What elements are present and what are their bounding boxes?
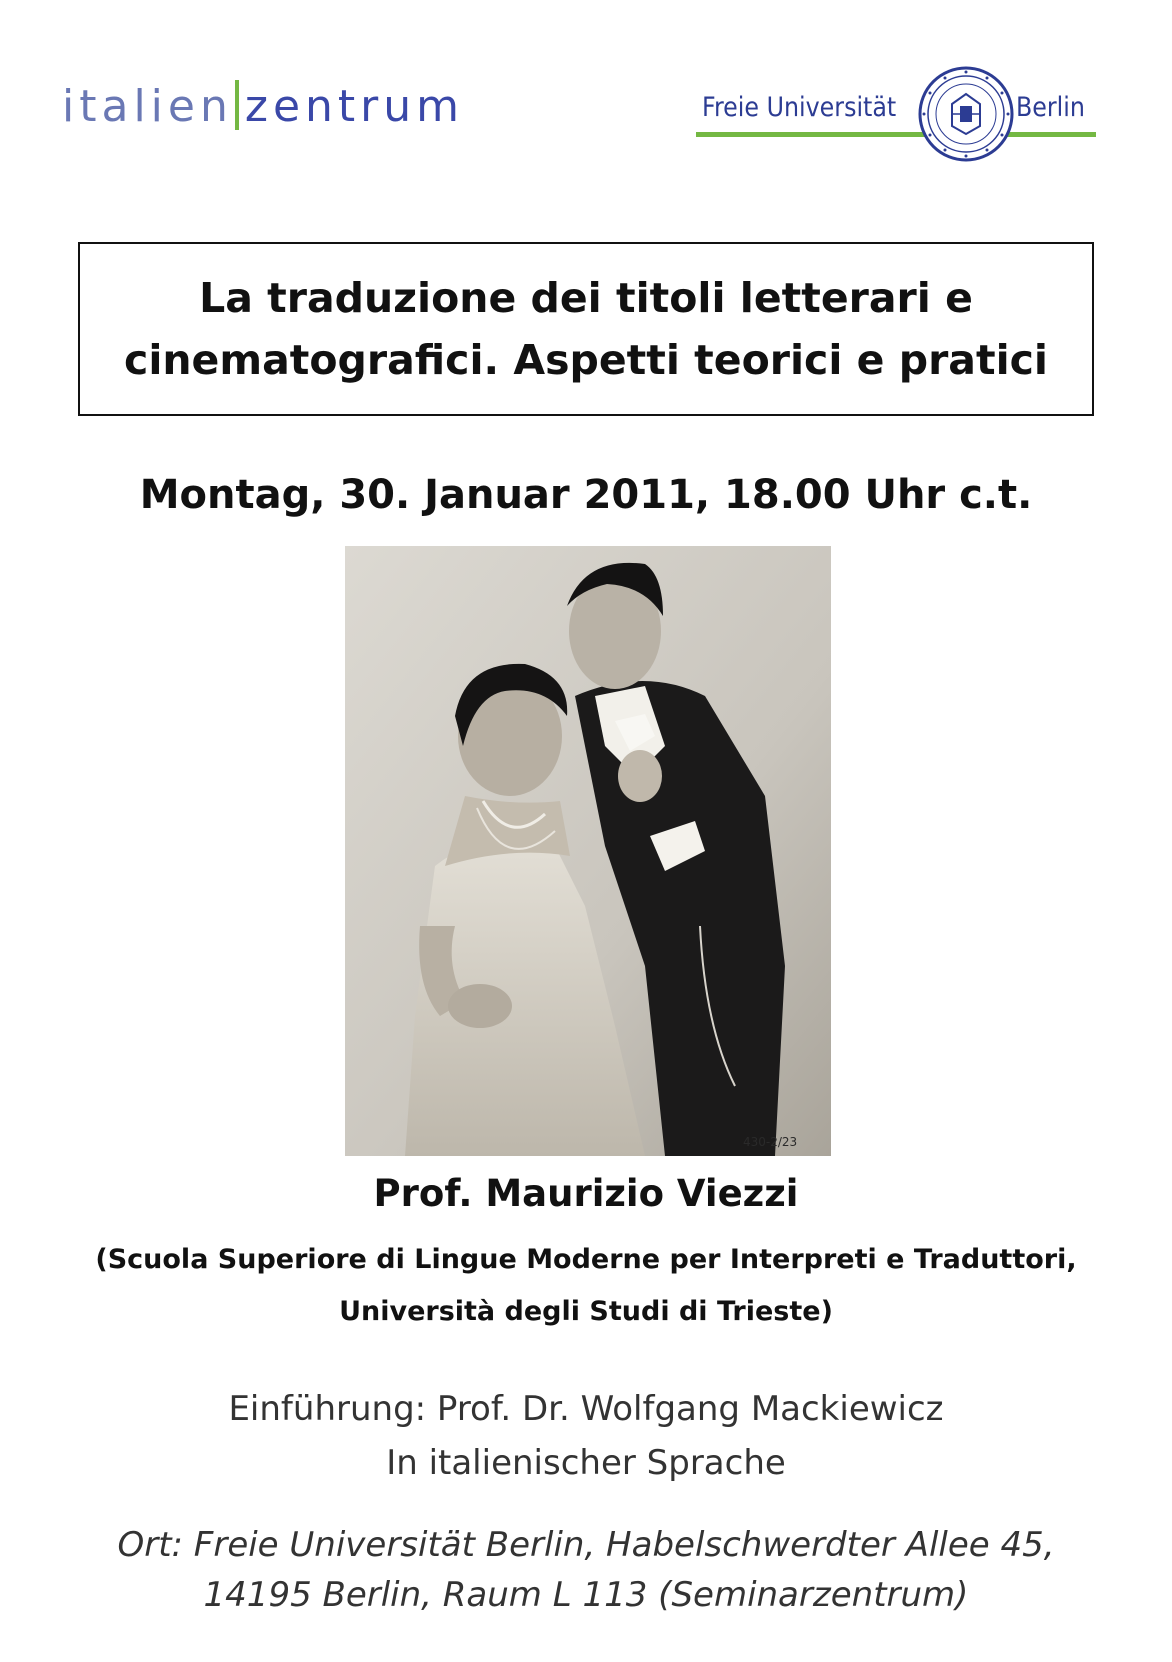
venue-info bbox=[0, 1520, 1172, 1620]
italienzentrum-logo bbox=[62, 82, 464, 134]
title-line-2: cinematografici. Aspetti teorici e pratici bbox=[124, 336, 1048, 384]
lecture-title bbox=[124, 267, 1048, 391]
title-line-1: La traduzione dei titoli letterari e bbox=[199, 274, 973, 322]
language-line: In italienischer Sprache bbox=[386, 1443, 786, 1483]
logo-text-berlin: Berlin bbox=[1016, 92, 1085, 123]
speaker-affiliation bbox=[0, 1234, 1172, 1338]
logo-green-rule bbox=[696, 132, 1096, 137]
affiliation-line-1: (Scuola Superiore di Lingue Moderne per Interpreti e Traduttori, bbox=[95, 1244, 1077, 1275]
university-seal-icon bbox=[916, 64, 1016, 164]
film-still-photo bbox=[345, 546, 831, 1156]
introduction-info bbox=[0, 1382, 1172, 1490]
lecture-title-box bbox=[78, 242, 1094, 416]
photo-mark: 430-2/23 bbox=[743, 1135, 798, 1149]
logo-text-freie-universitaet: Freie Universität bbox=[702, 92, 897, 123]
speaker-name: Prof. Maurizio Viezzi bbox=[373, 1172, 799, 1215]
logo-divider bbox=[235, 80, 239, 130]
affiliation-line-2: Università degli Studi di Trieste) bbox=[339, 1296, 833, 1327]
venue-line-1: Ort: Freie Universität Berlin, Habelschwerdter Allee 45, bbox=[117, 1525, 1055, 1565]
introduction-line: Einführung: Prof. Dr. Wolfgang Mackiewicz bbox=[228, 1389, 944, 1429]
fu-berlin-logo bbox=[696, 62, 1096, 172]
event-date: Montag, 30. Januar 2011, 18.00 Uhr c.t. bbox=[139, 472, 1033, 518]
logo-text-italien: italien bbox=[62, 81, 233, 132]
venue-line-2: 14195 Berlin, Raum L 113 (Seminarzentrum) bbox=[203, 1575, 969, 1615]
couple-illustration bbox=[345, 546, 831, 1156]
logo-text-zentrum: zentrum bbox=[244, 81, 465, 132]
